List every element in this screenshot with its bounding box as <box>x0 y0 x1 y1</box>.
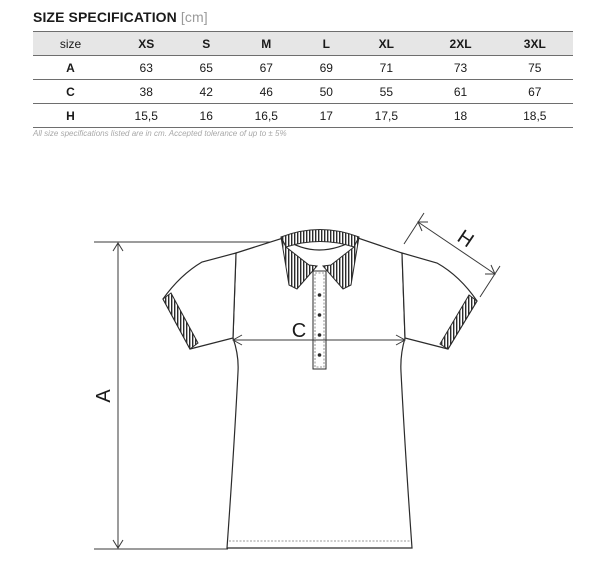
table-cell: 17,5 <box>348 104 424 128</box>
table-cell: 46 <box>228 80 304 104</box>
label-h: H <box>453 225 478 253</box>
button-icon <box>318 353 322 357</box>
button-icon <box>318 293 322 297</box>
table-cell: 71 <box>348 56 424 80</box>
table-cell: 63 <box>108 56 184 80</box>
table-cell: 61 <box>425 80 497 104</box>
table-cell: 16 <box>184 104 228 128</box>
collar-band <box>281 230 359 248</box>
label-a: A <box>93 389 115 403</box>
label-c: C <box>291 320 307 342</box>
size-column-header: L <box>304 32 348 56</box>
row-label: H <box>33 104 108 128</box>
table-cell: 15,5 <box>108 104 184 128</box>
title-unit: [cm] <box>180 9 208 25</box>
table-corner-label: size <box>33 32 108 56</box>
table-cell: 18 <box>425 104 497 128</box>
table-cell: 67 <box>497 80 573 104</box>
placket <box>313 271 326 369</box>
table-cell: 38 <box>108 80 184 104</box>
table-cell: 75 <box>497 56 573 80</box>
table-cell: 50 <box>304 80 348 104</box>
title-text: SIZE SPECIFICATION <box>33 9 177 25</box>
size-column-header: S <box>184 32 228 56</box>
table-cell: 65 <box>184 56 228 80</box>
size-column-header: XS <box>108 32 184 56</box>
button-icon <box>318 333 322 337</box>
table-cell: 69 <box>304 56 348 80</box>
size-column-header: XL <box>348 32 424 56</box>
table-cell: 73 <box>425 56 497 80</box>
table-cell: 18,5 <box>497 104 573 128</box>
table-cell: 42 <box>184 80 228 104</box>
size-column-header: 2XL <box>425 32 497 56</box>
row-label: C <box>33 80 108 104</box>
table-cell: 16,5 <box>228 104 304 128</box>
size-column-header: M <box>228 32 304 56</box>
table-cell: 17 <box>304 104 348 128</box>
button-icon <box>318 313 322 317</box>
table-cell: 67 <box>228 56 304 80</box>
table-cell: 55 <box>348 80 424 104</box>
row-label: A <box>33 56 108 80</box>
size-column-header: 3XL <box>497 32 573 56</box>
tolerance-note: All size specifications listed are in cm. Accepted tolerance of up to ± 5% <box>33 129 287 138</box>
